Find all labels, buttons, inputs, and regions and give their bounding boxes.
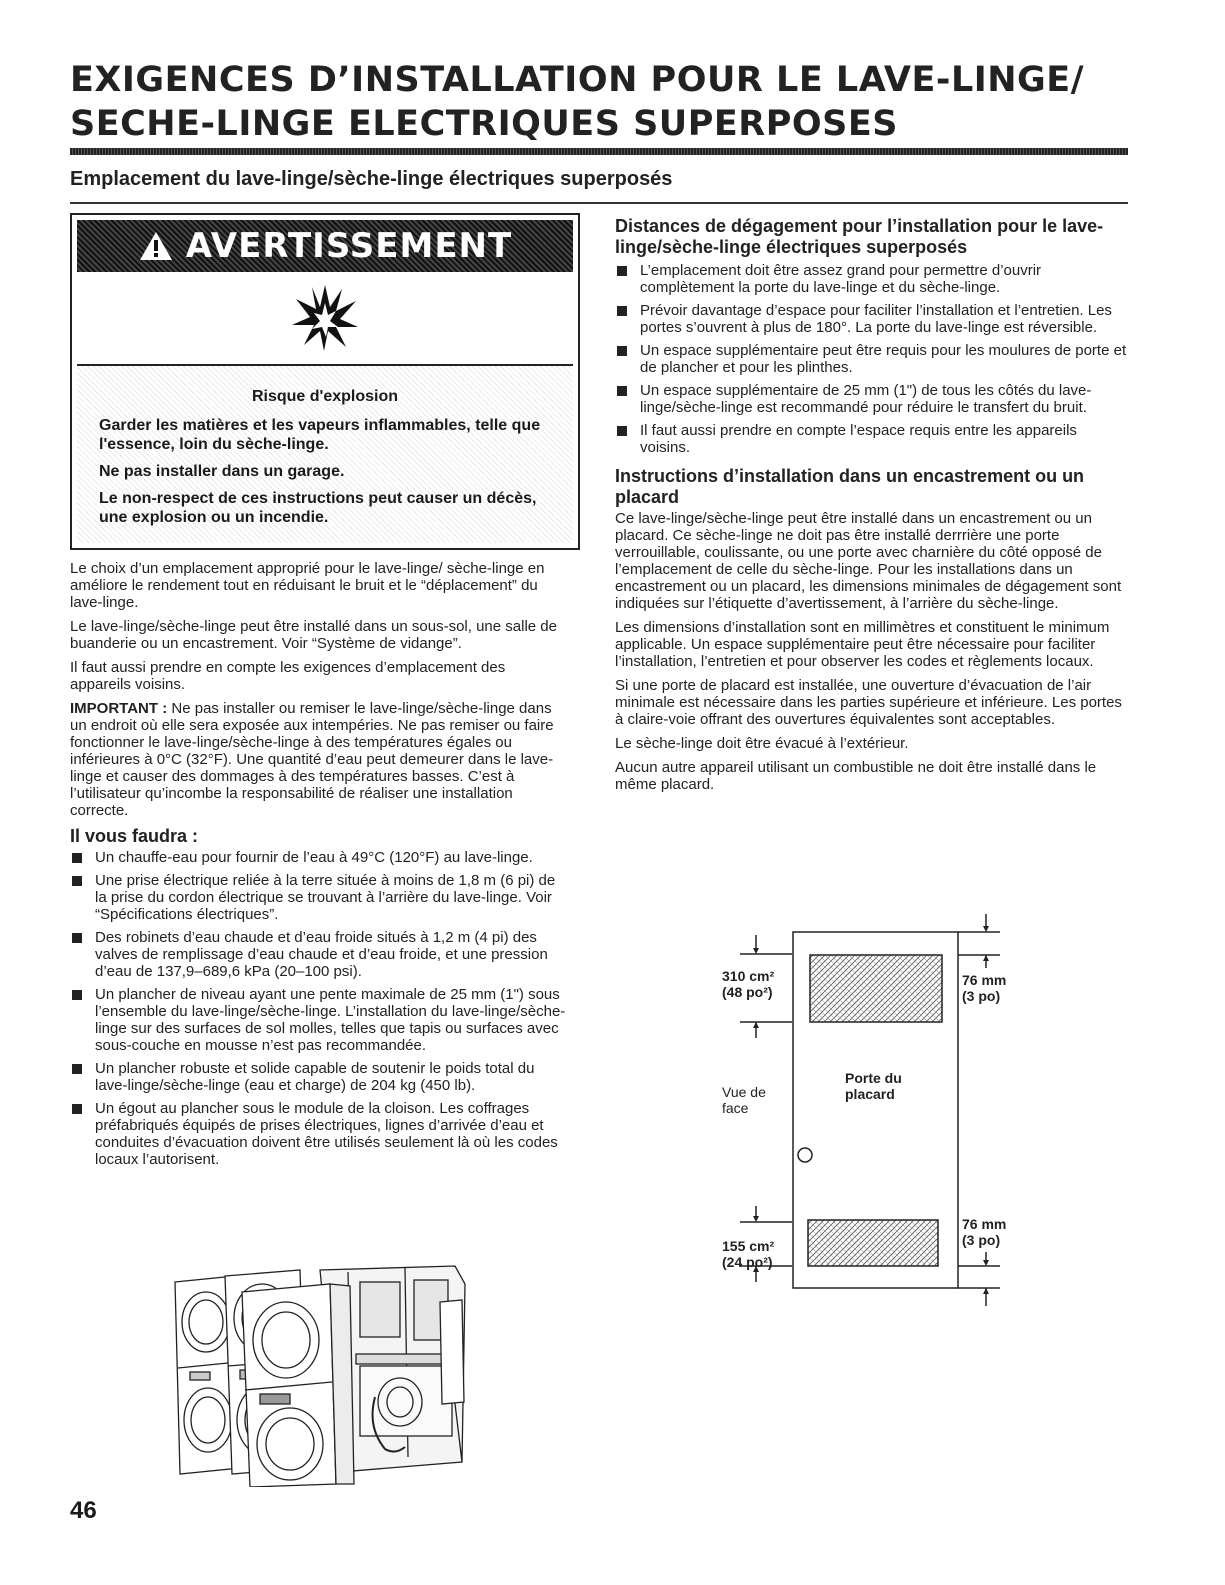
door-label-line: placard	[845, 1086, 895, 1102]
warning-triangle-icon	[138, 230, 174, 262]
clearance-heading: Distances de dégagement pour l’installation pour le lave-linge/sèche-linge électriques superposés	[615, 216, 1104, 257]
closet-heading: Instructions d’installation dans un encastrement ou un placard	[615, 466, 1085, 507]
important-text: Ne pas installer ou remiser le lave-linge/sèche-linge dans un endroit où elle sera exposée aux intempéries. Ne pas remiser ou faire fonctionner le lave-linge/sèche-linge à des températures égales ou inférieures à 0°C (32°F). Une quantité d’eau peut demeurer dans le lave-linge et causer des dommages à des températures basses. C’est à l’utilisateur qu’incombe la responsabilité de réaliser une installation correcte.	[70, 700, 554, 819]
warning-risk: Risque d'explosion	[251, 388, 399, 405]
top-area-value-imperial: (48 po²)	[722, 984, 773, 1000]
view-label	[722, 1084, 766, 1116]
view-label-line: Vue de	[722, 1084, 766, 1100]
door-label	[845, 1070, 902, 1102]
bottom-opening-area	[722, 1238, 774, 1270]
list-item: Un égout au plancher sous le module de la cloison. Les coffrages préfabriqués équipés de prises électriques, lignes d’arrivée d’eau et conduites d’évacuation doivent être utilisés seulement là où les codes locaux l’autorisent.	[70, 1100, 570, 1168]
explosion-icon	[290, 283, 360, 353]
warning-line: Ne pas installer dans un garage.	[99, 463, 345, 480]
list-item: Un plancher robuste et solide capable de soutenir le poids total du lave-linge/sèche-linge (eau et charge) de 204 kg (450 lb).	[70, 1060, 570, 1094]
bottom-clearance-po: (3 po)	[962, 1232, 1001, 1248]
warning-line: Le non-respect de ces instructions peut causer un décès, une explosion ou un incendie.	[99, 490, 537, 526]
stacked-washer-dryer-illustration	[170, 1262, 470, 1487]
left-paragraph: Le choix d’un emplacement approprié pour le lave-linge/ sèche-linge en améliore le rendement tout en réduisant le bruit et le “déplacement” du lave-linge.	[70, 560, 545, 611]
closet-paragraph: Ce lave-linge/sèche-linge peut être installé dans un encastrement ou un placard. Ce sèche-linge ne doit pas être installé derrrière une porte verrouillable, coulissante, ou une porte avec charnière du côté opposé de l’emplacement de celle du sèche-linge. Pour les installations dans un encastrement ou un placard, les dimensions minimales de dégagement sont indiquées sur l’étiquette d’avertissement, à l’arrière du sèche-linge.	[615, 510, 1122, 612]
important-label: IMPORTANT :	[70, 700, 168, 717]
closet-paragraph: Les dimensions d’installation sont en millimètres et constituent le minimum applicable. Un espace supplémentaire peut être nécessaire pour faciliter l’installation, l’entretien et pour observer les codes et règlements locaux.	[615, 619, 1110, 670]
closet-paragraph: Aucun autre appareil utilisant un combustible ne doit être installé dans le même placard.	[615, 759, 1097, 793]
clearance-list	[615, 262, 1130, 456]
closet-paragraph: Le sèche-linge doit être évacué à l’extérieur.	[615, 735, 909, 752]
right-column	[615, 216, 1130, 800]
warning-box	[70, 213, 580, 550]
explosion-icon-area	[77, 272, 573, 366]
list-item: Prévoir davantage d’espace pour faciliter l’installation et l’entretien. Les portes s’ouvrent à plus de 180°. La porte du lave-linge est réversible.	[615, 302, 1130, 336]
page-title	[70, 58, 1170, 146]
title-rule	[70, 148, 1128, 155]
list-item: Un espace supplémentaire peut être requis pour les moulures de porte et de plancher et pour les plinthes.	[615, 342, 1130, 376]
list-item: Il faut aussi prendre en compte l’espace requis entre les appareils voisins.	[615, 422, 1130, 456]
top-clearance	[962, 972, 1006, 1004]
list-item: Un espace supplémentaire de 25 mm (1") de tous les côtés du lave-linge/sèche-linge est recommandé pour réduire le transfert du bruit.	[615, 382, 1130, 416]
top-clearance-po: (3 po)	[962, 988, 1001, 1004]
top-area-value: 310 cm²	[722, 968, 775, 984]
left-paragraph: Le lave-linge/sèche-linge peut être installé dans un sous-sol, une salle de buanderie ou un encastrement. Voir “Système de vidange”.	[70, 618, 557, 652]
list-item: Un chauffe-eau pour fournir de l’eau à 49°C (120°F) au lave-linge.	[70, 849, 570, 866]
bottom-area-value: 155 cm²	[722, 1238, 775, 1254]
warning-header	[77, 220, 573, 272]
important-paragraph	[70, 700, 570, 819]
bottom-area-value-imperial: (24 po²)	[722, 1254, 773, 1270]
left-column	[70, 560, 570, 1174]
left-paragraph: Il faut aussi prendre en compte les exigences d’emplacement des appareils voisins.	[70, 659, 506, 693]
subtitle-rule	[70, 202, 1128, 204]
warning-heading: AVERTISSEMENT	[185, 226, 513, 266]
bottom-clearance-mm: 76 mm	[962, 1216, 1007, 1232]
closet-paragraph: Si une porte de placard est installée, une ouverture d’évacuation de l’air minimale est nécessaire dans les parties supérieure et inférieure. Les portes à claire-voie offrant des ouvertures équivalentes sont acceptables.	[615, 677, 1122, 728]
list-item: Des robinets d’eau chaude et d’eau froide situés à 1,2 m (4 pi) des valves de remplissage d’eau chaude et d’eau froide, et une pression d’eau de 137,9–689,6 kPa (20–100 psi).	[70, 929, 570, 980]
door-label-line: Porte du	[845, 1070, 902, 1086]
title-line-2: SECHE-LINGE ELECTRIQUES SUPERPOSES	[70, 104, 898, 144]
page-number: 46	[70, 1497, 97, 1524]
list-item: L’emplacement doit être assez grand pour permettre d’ouvrir complètement la porte du lave-linge et du sèche-linge.	[615, 262, 1130, 296]
needs-heading: Il vous faudra :	[70, 826, 199, 846]
top-opening-area	[722, 968, 774, 1000]
list-item: Un plancher de niveau ayant une pente maximale de 25 mm (1") sous l’ensemble du lave-linge/sèche-linge. L’installation du lave-linge/sèche-linge sur des surfaces de sol molles, telles que tapis ou surfaces avec sous-couche en mousse n’est pas recommandée.	[70, 986, 570, 1054]
view-label-line: face	[722, 1100, 749, 1116]
top-clearance-mm: 76 mm	[962, 972, 1007, 988]
title-line-1: EXIGENCES D’INSTALLATION POUR LE LAVE-LINGE/	[70, 60, 1084, 100]
needs-list	[70, 849, 570, 1168]
bottom-clearance	[962, 1216, 1006, 1248]
section-subtitle: Emplacement du lave-linge/sèche-linge électriques superposés	[70, 168, 673, 190]
warning-body	[77, 366, 573, 543]
warning-lines	[99, 416, 559, 535]
list-item: Une prise électrique reliée à la terre située à moins de 1,8 m (6 pi) de la prise du cordon électrique se trouvant à l’arrière du lave-linge. Voir “Spécifications électriques”.	[70, 872, 570, 923]
warning-line: Garder les matières et les vapeurs inflammables, telle que l'essence, loin du sèche-linge.	[99, 417, 541, 453]
